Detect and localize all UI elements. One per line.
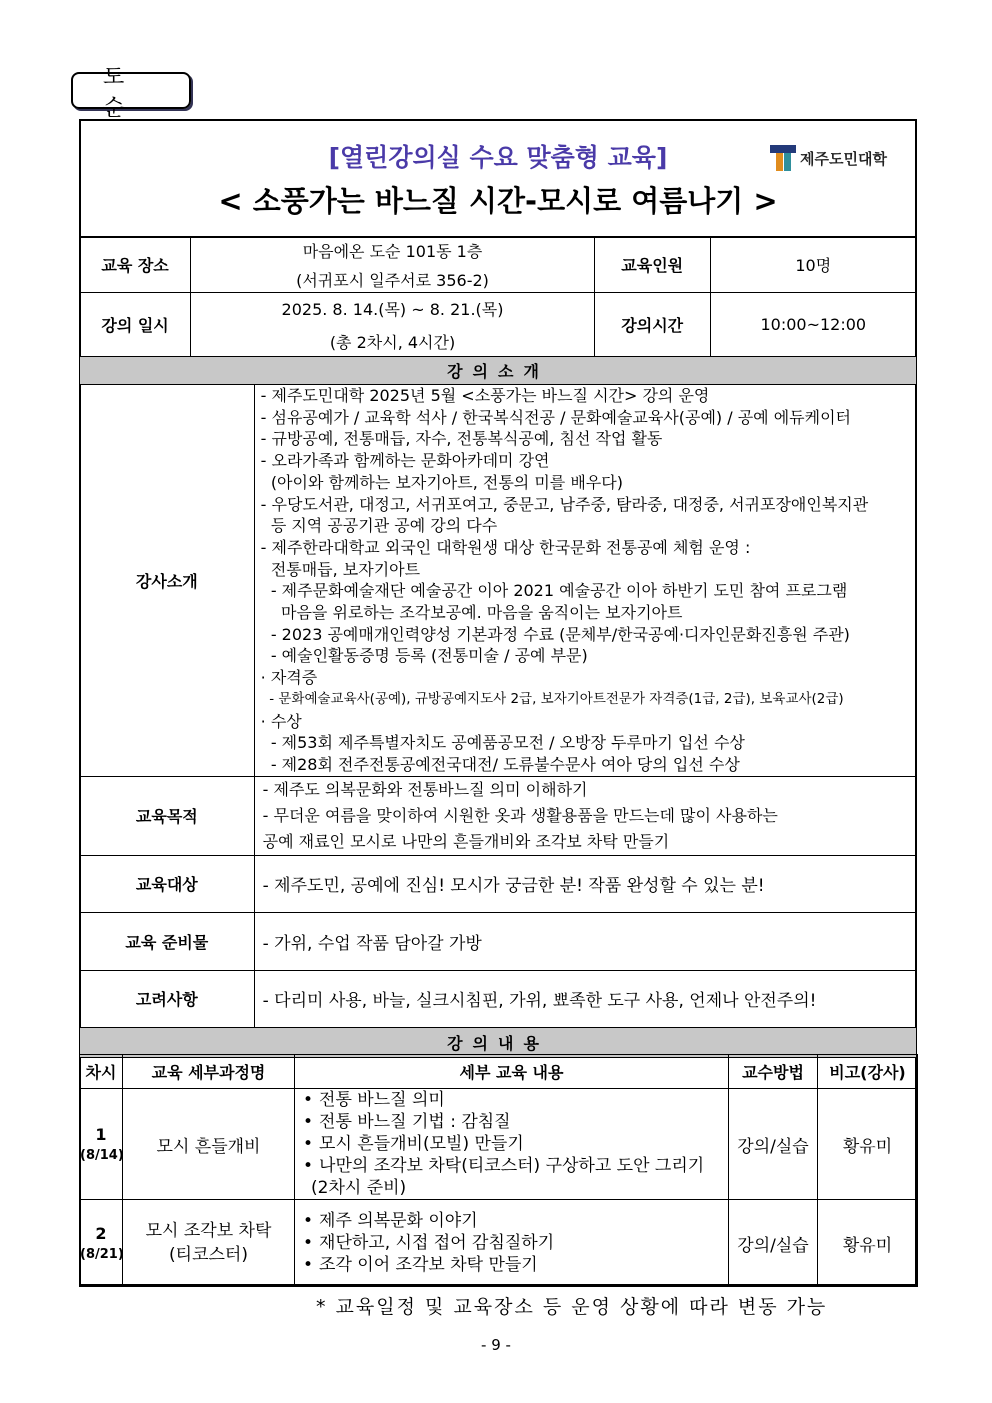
place-line1: 마음에온 도순 101동 1층: [302, 241, 483, 261]
instructor-content: [254, 385, 916, 777]
col-course: 교육 세부과정명: [123, 1055, 295, 1089]
col-session: 차시: [80, 1055, 123, 1089]
document-frame: [79, 119, 917, 1286]
place-value: [191, 237, 595, 293]
session-no: [80, 1200, 123, 1287]
instructor-line: - 우당도서관, 대정고, 서귀포여고, 중문고, 남주중, 탐라중, 대정중, 서귀포장애인복지관: [260, 494, 869, 514]
detail-item: • 조각 이어 조각보 차탁 만들기: [303, 1254, 728, 1276]
col-method: 교수방법: [729, 1055, 818, 1089]
instructor-label: 강사소개: [80, 385, 255, 777]
sessions-table: [79, 1054, 918, 1287]
capacity-label: 교육인원: [594, 237, 710, 293]
instructor-line: (아이와 함께하는 보자기아트, 전통의 미를 배우다): [260, 472, 623, 492]
detail-item: • 전통 바느질 기법 : 감침질: [303, 1111, 728, 1133]
intro-header: 강의소개: [80, 357, 917, 385]
purpose-line-1: - 제주도 의복문화와 전통바느질 의미 이해하기: [262, 779, 588, 799]
logo: [770, 145, 887, 171]
course-line2: (티코스터): [169, 1245, 248, 1265]
course-line1: 모시 조각보 차탁: [145, 1221, 272, 1241]
target-label: 교육대상: [80, 855, 255, 912]
time-value: 10:00~12:00: [710, 293, 916, 357]
session-date: (8/14): [80, 1148, 124, 1163]
purpose-content: [254, 776, 916, 855]
content-header: 강의내용: [80, 1027, 917, 1057]
supplies-label: 교육 준비물: [80, 912, 255, 970]
session-row-2: [80, 1200, 918, 1287]
instructor-line: · 수상: [260, 711, 302, 731]
time-label: 강의시간: [594, 293, 710, 357]
session-date: (8/21): [80, 1247, 124, 1262]
place-line2: (서귀포시 일주서로 356-2): [296, 270, 489, 290]
caution-value: - 다리미 사용, 바늘, 실크시침핀, 가위, 뾰족한 도구 사용, 언제나 안전주의!: [254, 970, 916, 1027]
instructor-line: - 오라가족과 함께하는 문화아카데미 강연: [260, 451, 550, 471]
date-value: [191, 293, 595, 357]
session-number: 1: [95, 1125, 107, 1144]
date-line2: (총 2차시, 4시간): [329, 332, 456, 352]
instructor-line: 마음을 위로하는 조각보공예. 마음을 움직이는 보자기아트: [260, 603, 683, 623]
purpose-label: 교육목적: [80, 776, 255, 855]
instructor-line: 등 지역 공공기관 공예 강의 다수: [260, 516, 498, 536]
detail-item: • 전통 바느질 의미: [303, 1089, 728, 1111]
instructor-lines: [261, 385, 916, 776]
detail-item: • 나만의 조각보 차탁(티코스터) 구상하고 도안 그리기: [303, 1155, 728, 1177]
capacity-value: 10명: [710, 237, 916, 293]
instructor-line: - 문화예술교육사(공예), 규방공예지도사 2급, 보자기아트전문가 자격증(1급, 2급), 보육교사(2급): [260, 690, 844, 707]
session-method: 강의/실습: [729, 1200, 818, 1287]
session-no: [80, 1089, 123, 1200]
logo-text: 제주도민대학: [800, 149, 887, 168]
supplies-value: - 가위, 수업 작품 담아갈 가방: [254, 912, 916, 970]
instructor-line: - 제53회 제주특별자치도 공예품공모전 / 오방장 두루마기 입선 수상: [260, 733, 745, 753]
purpose-line-3: 공예 재료인 모시로 나만의 흔들개비와 조각보 차탁 만들기: [262, 831, 670, 851]
info-table: [79, 236, 917, 1058]
instructor-line: - 규방공예, 전통매듭, 자수, 전통복식공예, 침선 작업 활동: [260, 429, 663, 449]
date-label: 강의 일시: [80, 293, 191, 357]
session-course: [123, 1200, 295, 1287]
instructor-line: - 섬유공예가 / 교육학 석사 / 한국복식전공 / 문화예술교육사(공예) / 공예 에듀케이터: [260, 407, 851, 427]
place-label: 교육 장소: [80, 237, 191, 293]
date-line1: 2025. 8. 14.(목) ~ 8. 21.(목): [281, 299, 504, 319]
instructor-line: - 2023 공예매개인력양성 기본과정 수료 (문체부/한국공예·디자인문화진흥원 주관): [260, 624, 850, 644]
instructor-line: - 제주문화예술재단 예술공간 이아 2021 예술공간 이아 하반기 도민 참여 프로그램: [260, 581, 848, 601]
subtitle: [열린강의실 수요 맞춤형 교육]: [328, 143, 668, 172]
purpose-line-2: - 무더운 여름을 맞이하여 시원한 옷과 생활용품을 만드는데 많이 사용하는: [262, 805, 778, 825]
session-row-1: [80, 1089, 918, 1200]
title-box: [81, 121, 915, 238]
detail-extra: (2차시 준비): [311, 1178, 407, 1198]
detail-item: • 재단하고, 시접 접어 감침질하기: [303, 1232, 728, 1254]
instructor-line: - 제주한라대학교 외국인 대학원생 대상 한국문화 전통공예 체험 운영 :: [260, 537, 751, 557]
category-tag: 도 순: [71, 72, 191, 109]
col-note: 비고(강사): [818, 1055, 918, 1089]
instructor-line: 전통매듭, 보자기아트: [260, 559, 421, 579]
main-title: < 소풍가는 바느질 시간-모시로 여름나기 >: [218, 184, 778, 218]
session-method: 강의/실습: [729, 1089, 818, 1200]
logo-icon: [770, 145, 796, 171]
session-number: 2: [95, 1224, 107, 1243]
session-instructor: 황유미: [818, 1089, 918, 1200]
session-detail: [295, 1089, 729, 1200]
instructor-line: - 제주도민대학 2025년 5월 <소풍가는 바느질 시간> 강의 운영: [260, 386, 710, 405]
session-detail: [295, 1200, 729, 1287]
instructor-line: - 예술인활동증명 등록 (전통미술 / 공예 부문): [260, 646, 588, 666]
caution-label: 고려사항: [80, 970, 255, 1027]
instructor-line: · 자격증: [260, 668, 318, 688]
col-detail: 세부 교육 내용: [295, 1055, 729, 1089]
session-instructor: 황유미: [818, 1200, 918, 1287]
detail-item: • 모시 흔들개비(모빌) 만들기: [303, 1133, 728, 1155]
session-course: 모시 흔들개비: [123, 1089, 295, 1200]
detail-item: • 제주 의복문화 이야기: [303, 1210, 728, 1232]
instructor-line: - 제28회 전주전통공예전국대전/ 도류불수문사 여아 당의 입선 수상: [260, 754, 740, 774]
target-value: - 제주도민, 공예에 진심! 모시가 궁금한 분! 작품 완성할 수 있는 분!: [254, 855, 916, 912]
page-number: - 9 -: [481, 1336, 511, 1354]
footnote: * 교육일정 및 교육장소 등 운영 상황에 따라 변동 가능: [316, 1296, 828, 1318]
